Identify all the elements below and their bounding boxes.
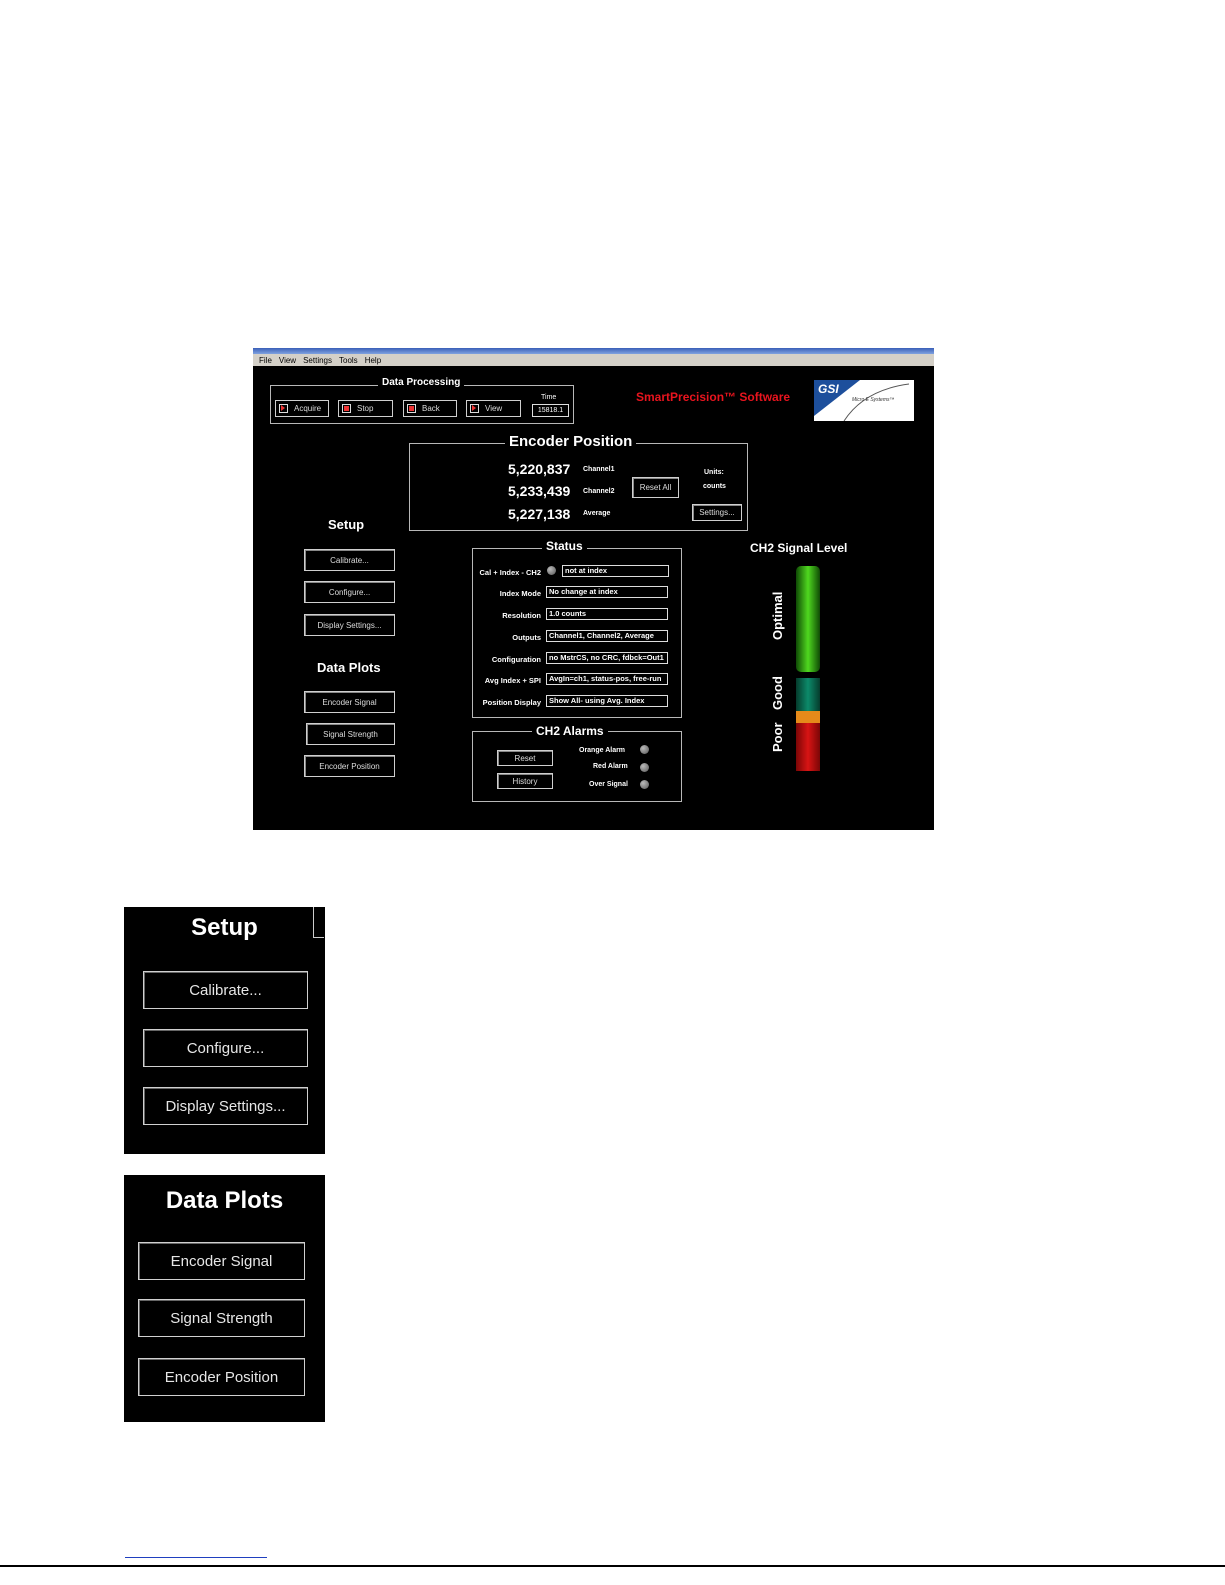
- display-settings-button[interactable]: Display Settings...: [304, 614, 395, 636]
- back-button[interactable]: [403, 400, 457, 417]
- back-icon: [407, 404, 416, 413]
- encoder-position-zoom-button[interactable]: Encoder Position: [138, 1358, 305, 1396]
- view-label: View: [485, 404, 503, 413]
- encoder-position-title: Encoder Position: [505, 433, 636, 450]
- good-label: Good: [770, 676, 785, 710]
- status-value: no MstrCS, no CRC, fdbck=Out1: [546, 652, 668, 664]
- reset-all-button[interactable]: Reset All: [632, 477, 679, 498]
- over-signal-indicator-icon: [640, 780, 649, 789]
- status-label: Cal + Index - CH2: [479, 568, 541, 577]
- data-plots-title: Data Plots: [317, 660, 381, 675]
- menu-file[interactable]: File: [259, 355, 272, 365]
- status-value: 1.0 counts: [546, 608, 668, 620]
- signal-strength-button[interactable]: Signal Strength: [306, 723, 395, 745]
- setup-zoom-title: Setup: [191, 914, 258, 941]
- time-label: Time: [541, 394, 557, 401]
- alarm-reset-button[interactable]: Reset: [497, 750, 553, 766]
- view-icon: [470, 404, 479, 413]
- signal-bar-poor: [796, 723, 820, 771]
- gsi-logo-subtext: Micro E Systems™: [852, 397, 895, 403]
- signal-bar-optimal: [796, 566, 820, 672]
- status-title: Status: [542, 539, 587, 553]
- units-value: counts: [703, 483, 726, 490]
- status-value: not at index: [562, 565, 669, 577]
- calibrate-button[interactable]: Calibrate...: [304, 549, 395, 571]
- status-label: Configuration: [491, 655, 541, 664]
- status-label: Outputs: [512, 633, 541, 642]
- back-label: Back: [422, 404, 440, 413]
- signal-bar-good: [796, 678, 820, 711]
- view-button[interactable]: [466, 400, 521, 417]
- red-alarm-indicator-icon: [640, 763, 649, 772]
- signal-bar-orange: [796, 711, 820, 723]
- menu-view[interactable]: View: [278, 355, 297, 365]
- acquire-label: Acquire: [294, 404, 322, 413]
- menu-bar: [253, 354, 934, 366]
- over-signal-label: Over Signal: [589, 781, 628, 788]
- average-value: 5,227,138: [508, 506, 571, 522]
- red-alarm-label: Red Alarm: [593, 763, 628, 770]
- menu-settings[interactable]: Settings: [303, 355, 332, 365]
- status-row: [473, 673, 681, 687]
- page-bottom-rule: [0, 1565, 1225, 1567]
- configure-zoom-button[interactable]: Configure...: [143, 1029, 308, 1067]
- status-row: [473, 565, 681, 579]
- app-screenshot: [253, 348, 934, 830]
- setup-title: Setup: [328, 517, 365, 532]
- channel2-label: Channel2: [583, 488, 615, 495]
- data-plots-zoom-panel: [124, 1175, 325, 1422]
- orange-alarm-label: Orange Alarm: [579, 747, 626, 754]
- menu-tools[interactable]: Tools: [339, 355, 358, 365]
- encoder-signal-zoom-button[interactable]: Encoder Signal: [138, 1242, 305, 1280]
- status-label: Index Mode: [499, 589, 541, 598]
- status-row: [473, 652, 681, 666]
- alarms-title: CH2 Alarms: [532, 724, 608, 738]
- footnote-link-underline: [125, 1557, 267, 1558]
- stop-icon: [342, 404, 351, 413]
- channel1-value: 5,220,837: [508, 461, 571, 477]
- gsi-logo-text: GSI: [818, 382, 839, 396]
- acquire-button[interactable]: [275, 400, 329, 417]
- alarm-history-button[interactable]: History: [497, 773, 553, 789]
- menu-help[interactable]: Help: [364, 355, 382, 365]
- status-row: [473, 695, 681, 709]
- status-value: No change at index: [546, 586, 668, 598]
- status-row: [473, 586, 681, 600]
- units-label: Units:: [704, 469, 724, 476]
- poor-label: Poor: [770, 722, 785, 752]
- status-row: [473, 608, 681, 622]
- brand-name: SmartPrecision™ Software: [636, 390, 791, 404]
- status-row: [473, 630, 681, 644]
- setup-zoom-panel: [124, 907, 325, 1154]
- status-label: Avg Index + SPI: [484, 676, 541, 685]
- stop-button[interactable]: [338, 400, 393, 417]
- signal-level-title: CH2 Signal Level: [750, 541, 848, 555]
- average-label: Average: [583, 510, 611, 517]
- cal-index-indicator-icon: [547, 566, 556, 575]
- settings-button[interactable]: Settings...: [692, 504, 742, 521]
- encoder-signal-button[interactable]: Encoder Signal: [304, 691, 395, 713]
- gsi-logo: [814, 380, 914, 421]
- channel2-value: 5,233,439: [508, 483, 571, 499]
- status-value: Show All- using Avg. Index: [546, 695, 668, 707]
- encoder-position-plot-button[interactable]: Encoder Position: [304, 755, 395, 777]
- time-value: 15818.1: [532, 404, 569, 417]
- optimal-label: Optimal: [770, 591, 785, 640]
- display-settings-zoom-button[interactable]: Display Settings...: [143, 1087, 308, 1125]
- status-label: Position Display: [482, 698, 541, 707]
- channel1-label: Channel1: [583, 466, 615, 473]
- status-value: AvgIn=ch1, status-pos, free-run: [546, 673, 668, 685]
- status-group: [472, 548, 682, 718]
- status-label: Resolution: [502, 611, 541, 620]
- configure-button[interactable]: Configure...: [304, 581, 395, 603]
- data-processing-title: Data Processing: [378, 377, 464, 388]
- play-icon: [279, 404, 288, 413]
- orange-alarm-indicator-icon: [640, 745, 649, 754]
- alarms-group: [472, 731, 682, 802]
- signal-strength-zoom-button[interactable]: Signal Strength: [138, 1299, 305, 1337]
- calibrate-zoom-button[interactable]: Calibrate...: [143, 971, 308, 1009]
- status-value: Channel1, Channel2, Average: [546, 630, 668, 642]
- data-plots-zoom-title: Data Plots: [165, 1187, 284, 1214]
- stop-label: Stop: [357, 404, 374, 413]
